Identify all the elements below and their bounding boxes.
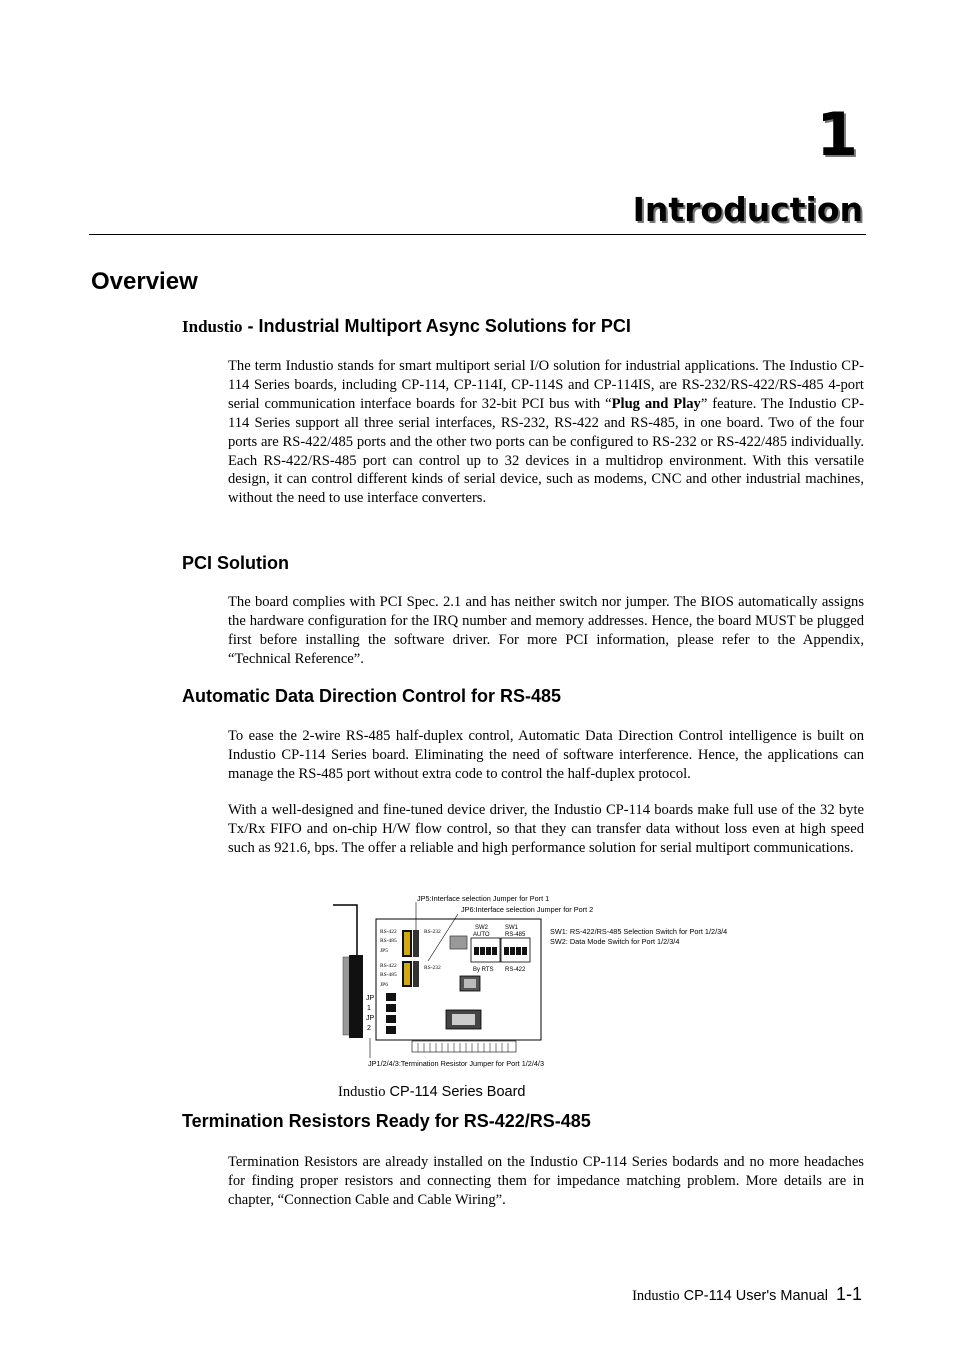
industio-paragraph-part1: The term Industio stands for smart multiport serial I/O solution for industrial applications. The Industio CP-114 Series boards, including CP-114, CP-114I, CP-114S and CP-114IS, are RS-232/RS-422/RS-485 4-port serial communication interface boards for 32-bit PCI bus with “ xyxy=(228,358,864,412)
board-diagram xyxy=(330,888,770,1073)
jp6-rs232-label: RS-232 xyxy=(424,965,441,971)
caption-brand: Industio xyxy=(338,1084,386,1100)
caption-text: CP-114 Series Board xyxy=(385,1084,526,1100)
jp2-label-num: 2 xyxy=(367,1025,371,1032)
figure-caption xyxy=(338,1083,526,1101)
auto-paragraph-1: To ease the 2-wire RS-485 half-duplex control, Automatic Data Direction Control intelligence is built on Industio CP-114 Series board. Eliminating the need of software interference. Hence, the applications can manage the RS-485 port without extra code to control the half-duplex protocol. xyxy=(228,728,864,782)
sw2-auto-label: AUTO xyxy=(473,932,490,938)
auto-heading: Automatic Data Direction Control for RS-485 xyxy=(182,686,562,706)
jp5-label: JP5 xyxy=(380,948,388,954)
jp-bottom-callout: JP1/2/4/3:Termination Resistor Jumper for Port 1/2/4/3 xyxy=(368,1059,545,1068)
chapter-title: Introduction xyxy=(632,190,863,229)
chapter-number: 1 xyxy=(816,100,858,170)
jp6-rs422-label: RS-422 xyxy=(380,963,397,969)
jp1-label-jp: JP xyxy=(366,995,375,1002)
sw1-label: SW1 xyxy=(505,925,519,931)
jp6-label: JP6 xyxy=(380,982,388,988)
overview-heading: Overview xyxy=(91,268,198,295)
industio-heading xyxy=(182,314,631,339)
pci-paragraph: The board complies with PCI Spec. 2.1 and has neither switch nor jumper. The BIOS automatically assigns the hardware configuration for the IRQ number and memory addresses. Hence, the board MUST be plugged first before installing the software driver. For more PCI information, please refer to the Appendix, “Technical Reference”. xyxy=(228,594,864,667)
sw2-callout: SW2: Data Mode Switch for Port 1/2/3/4 xyxy=(550,937,680,946)
small-chip xyxy=(450,936,467,949)
jp5-callout: JP5:Interface selection Jumper for Port 1 xyxy=(417,894,550,903)
jp3-jumper xyxy=(386,1026,396,1034)
jp2-label-jp: JP xyxy=(366,1015,375,1022)
sw1-rs422-label: RS-422 xyxy=(505,967,526,973)
bracket-top xyxy=(333,905,357,916)
jp4-jumper xyxy=(386,1015,396,1023)
sw2-label: SW2 xyxy=(475,925,489,931)
sw2-by-rts-label: By RTS xyxy=(473,967,494,973)
auto-paragraph-2: With a well-designed and fine-tuned device driver, the Industio CP-114 boards make full use of the 32 byte Tx/Rx FIFO and on-chip H/W flow control, so that they can transfer data without loss even at high speed such as 921.6, bps. The offer a reliable and high performance solution for serial multiport communications. xyxy=(228,802,864,856)
jp2-jumper xyxy=(386,1004,396,1012)
jp1-label-num: 1 xyxy=(367,1005,371,1012)
sw1-rs485-label: RS-485 xyxy=(505,932,526,938)
termination-paragraph: Termination Resistors are already installed on the Industio CP-114 Series bodards and no more headaches for finding proper resistors and connecting them for impedance matching problem. More details are in chapter, “Connection Cable and Cable Wiring”. xyxy=(228,1154,864,1208)
jp5-rs422-label: RS-422 xyxy=(380,929,397,935)
jp1-jumper xyxy=(386,993,396,1001)
footer-brand: Industio xyxy=(632,1288,680,1304)
bracket-shade xyxy=(343,957,350,1035)
industio-heading-brand: Industio xyxy=(182,317,243,336)
jp5-rs485-label: RS-485 xyxy=(380,938,397,944)
title-divider xyxy=(89,234,866,235)
footer-title: CP-114 User's Manual xyxy=(679,1288,828,1304)
industio-heading-text: - Industrial Multiport Async Solutions for PCI xyxy=(242,316,631,336)
bracket-connector xyxy=(349,955,363,1038)
jp5-rs232-label: RS-232 xyxy=(424,929,441,935)
page-number: 1-1 xyxy=(835,1284,862,1304)
industio-paragraph-part2: ” feature. The Industio CP-114 Series support all three serial interfaces, RS-232, RS-422 and RS-485, in one board. Two of the four ports are RS-422/485 ports and the other two ports can be configured to RS-232 or RS-422/485 individually. Each RS-422/RS-485 port can control up to 32 devices in a multidrop environment. With this versatile design, it can control different kinds of serial device, such as modems, CNC and other industrial machines, without the need to use interface converters. xyxy=(228,395,864,507)
jp6-rs485-label: RS-485 xyxy=(380,972,397,978)
sw1-callout: SW1: RS-422/RS-485 Selection Switch for Port 1/2/3/4 xyxy=(550,927,728,936)
jp6-callout: JP6:Interface selection Jumper for Port 2 xyxy=(461,905,594,914)
plug-and-play-bold: Plug and Play xyxy=(611,395,701,412)
pci-edge-connector xyxy=(412,1041,516,1052)
termination-heading: Termination Resistors Ready for RS-422/RS-485 xyxy=(182,1111,591,1131)
pci-heading: PCI Solution xyxy=(182,553,289,573)
page-footer xyxy=(632,1284,862,1306)
industio-paragraph xyxy=(228,357,864,508)
